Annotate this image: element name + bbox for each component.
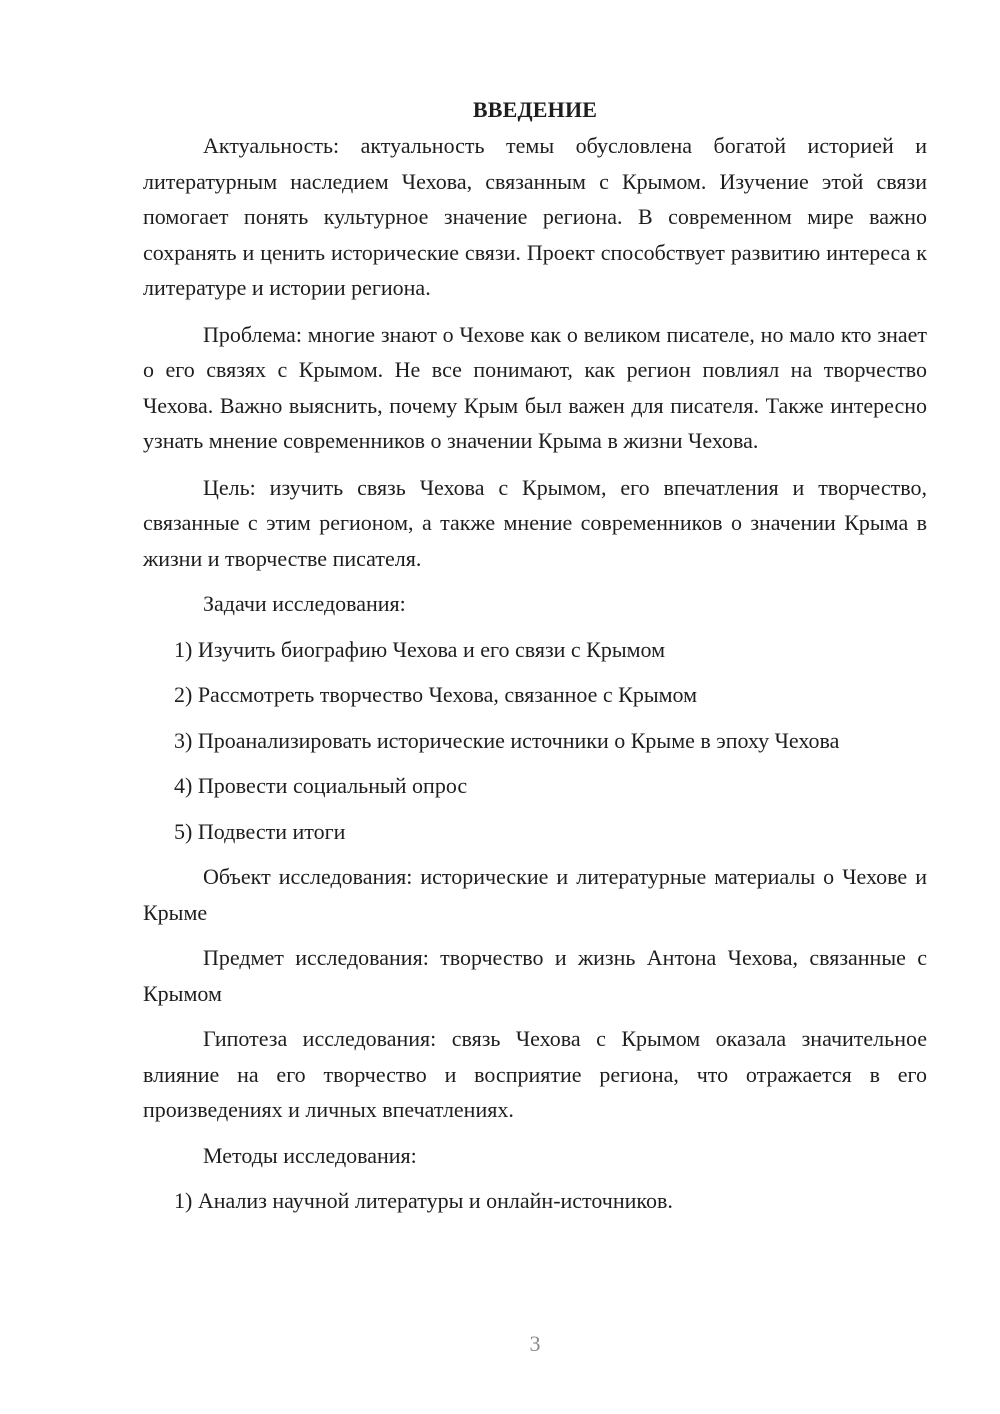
method-item: 1) Анализ научной литературы и онлайн-источников. (174, 1188, 673, 1213)
relevance-paragraph: Актуальность: актуальность темы обусловлена богатой историей и литературным наследием Чехова, связанным с Крымом. Изучение этой связи помогает понять культурное значение региона. В современном мире важно сохранять и ценить исторические связи. Проект способствует развитию интереса к литературе и истории региона. (143, 133, 927, 300)
object-paragraph: Объект исследования: исторические и литературные материалы о Чехове и Крыме (143, 864, 927, 925)
task-item: 3) Проанализировать исторические источники о Крыме в эпоху Чехова (174, 727, 840, 753)
page-number: 3 (529, 1331, 541, 1356)
methods-heading: Методы исследования: (203, 1142, 417, 1168)
task-item: 2) Рассмотреть творчество Чехова, связанное с Крымом (174, 682, 698, 707)
task-item: 5) Подвести итоги (174, 818, 346, 844)
tasks-heading: Задачи исследования: (203, 591, 406, 616)
problem-paragraph: Проблема: многие знают о Чехове как о великом писателе, но мало кто знает о его связях с Крымом. Не все понимают, как регион повлиял на творчество Чехова. Важно выяснить, почему Крым был важен для писателя. Также интересно узнать мнение современников о значении Крыма в жизни Чехова. (143, 321, 927, 453)
task-item: 4) Провести социальный опрос (174, 773, 468, 798)
hypothesis-paragraph: Гипотеза исследования: связь Чехова с Крымом оказала значительное влияние на его творчество и восприятие региона, что отражается в его произведениях и личных впечатлениях. (143, 1026, 927, 1122)
subject-paragraph: Предмет исследования: творчество и жизнь Антона Чехова, связанные с Крымом (143, 945, 927, 1006)
page-content (143, 92, 927, 1219)
section-title: ВВЕДЕНИЕ (472, 97, 598, 122)
task-item: 1) Изучить биографию Чехова и его связи с Крымом (174, 636, 666, 662)
goal-paragraph: Цель: изучить связь Чехова с Крымом, его впечатления и творчество, связанные с этим регионом, а также мнение современников о значении Крыма в жизни и творчестве писателя. (143, 474, 927, 571)
